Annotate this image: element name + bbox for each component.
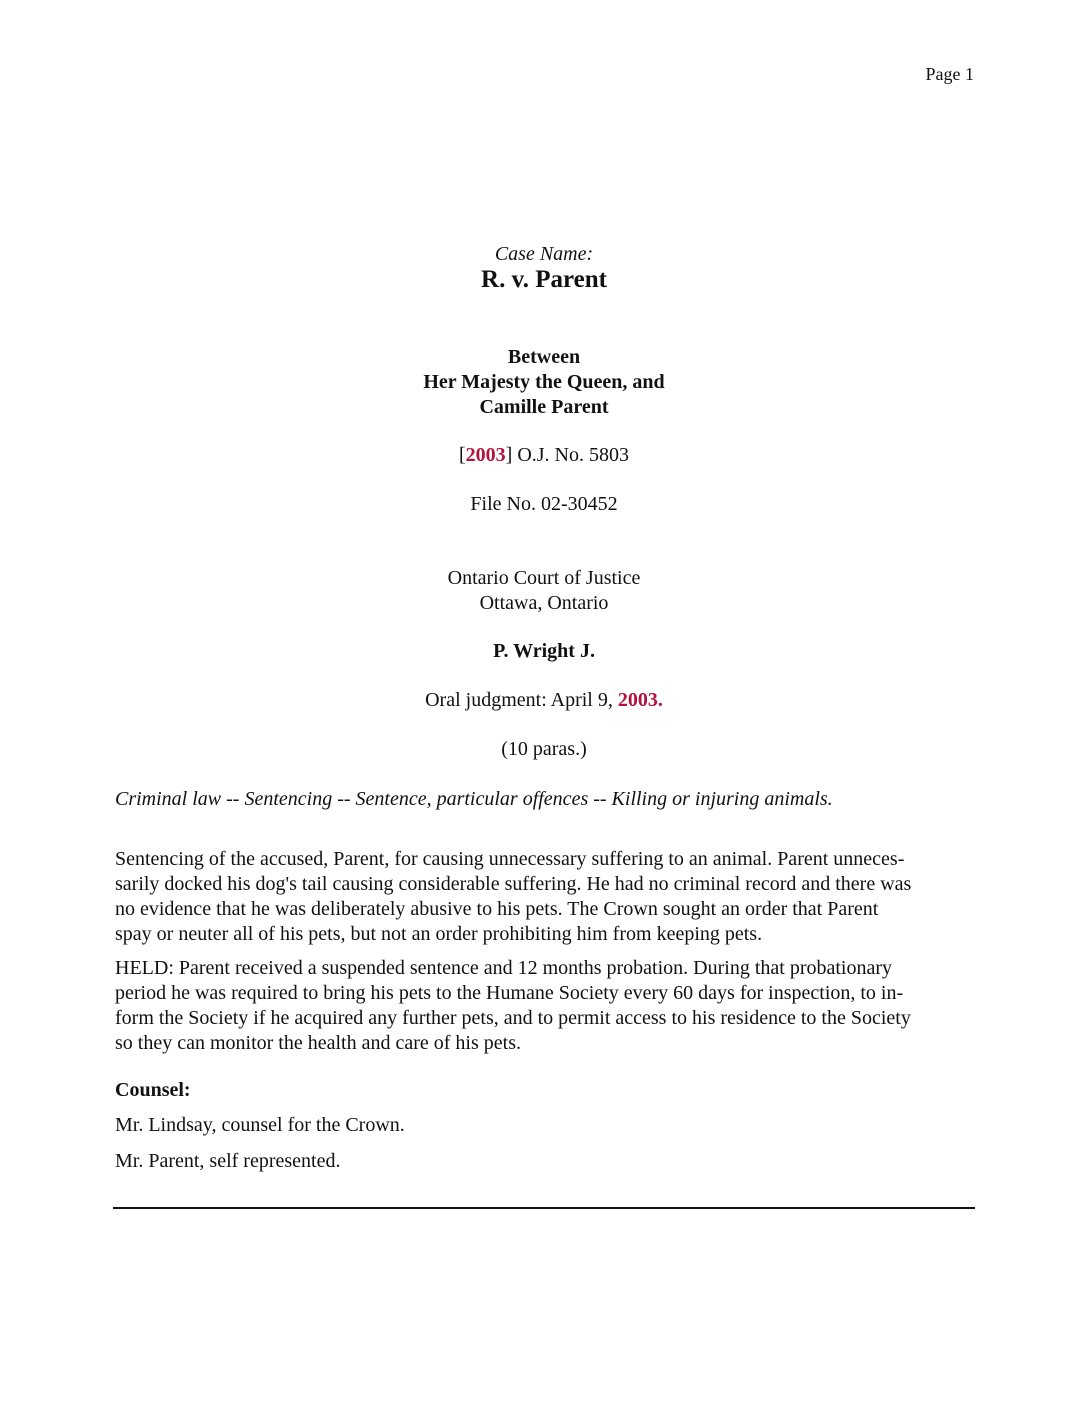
summary-line: Sentencing of the accused, Parent, for causing unnecessary suffering to an animal. Parent unneces-	[115, 848, 905, 870]
judgment-year-link[interactable]: 2003.	[617, 689, 663, 711]
held-line: period he was required to bring his pets to the Humane Society every 60 days for inspection, to in-	[115, 982, 904, 1004]
summary-line: spay or neuter all of his pets, but not an order prohibiting him from keeping pets.	[115, 923, 763, 945]
citation	[0, 444, 1088, 467]
court-block	[0, 566, 1088, 616]
section-divider	[113, 1207, 975, 1209]
court-location: Ottawa, Ontario	[479, 592, 609, 614]
case-title: R. v. Parent	[481, 266, 607, 293]
judgment-date	[0, 689, 1088, 712]
party-crown: Her Majesty the Queen, and	[423, 371, 665, 393]
accused-counsel: Mr. Parent, self represented.	[115, 1150, 341, 1172]
file-number: File No. 02-30452	[470, 493, 618, 515]
summary-line: no evidence that he was deliberately abusive to his pets. The Crown sought an order that Parent	[115, 898, 879, 920]
citation-reporter: ] O.J. No. 5803	[505, 444, 629, 466]
between-label: Between	[507, 346, 581, 368]
held-line: so they can monitor the health and care of his pets.	[115, 1032, 521, 1054]
held-paragraph	[115, 956, 975, 1056]
paragraph-count: (10 paras.)	[501, 738, 587, 760]
subject-classification: Criminal law -- Sentencing -- Sentence, particular offences -- Killing or injuring animals.	[115, 788, 833, 810]
held-line: HELD: Parent received a suspended sentence and 12 months probation. During that probationary	[115, 957, 893, 979]
case-name-label: Case Name:	[494, 243, 594, 265]
counsel-heading: Counsel:	[115, 1079, 191, 1101]
judge-name: P. Wright J.	[493, 640, 595, 662]
party-accused: Camille Parent	[479, 396, 609, 418]
summary-line: sarily docked his dog's tail causing considerable suffering. He had no criminal record and there was	[115, 873, 912, 895]
case-summary	[115, 847, 975, 947]
citation-year-link[interactable]: 2003	[465, 444, 506, 466]
page-number: Page 1	[925, 64, 974, 84]
judgment-date-prefix: Oral judgment: April 9,	[425, 689, 613, 711]
court-name: Ontario Court of Justice	[447, 567, 641, 589]
parties-block	[0, 345, 1088, 420]
crown-counsel: Mr. Lindsay, counsel for the Crown.	[115, 1114, 405, 1136]
citation-open-bracket: [	[458, 444, 466, 466]
held-line: form the Society if he acquired any further pets, and to permit access to his residence to the Society	[115, 1007, 911, 1029]
